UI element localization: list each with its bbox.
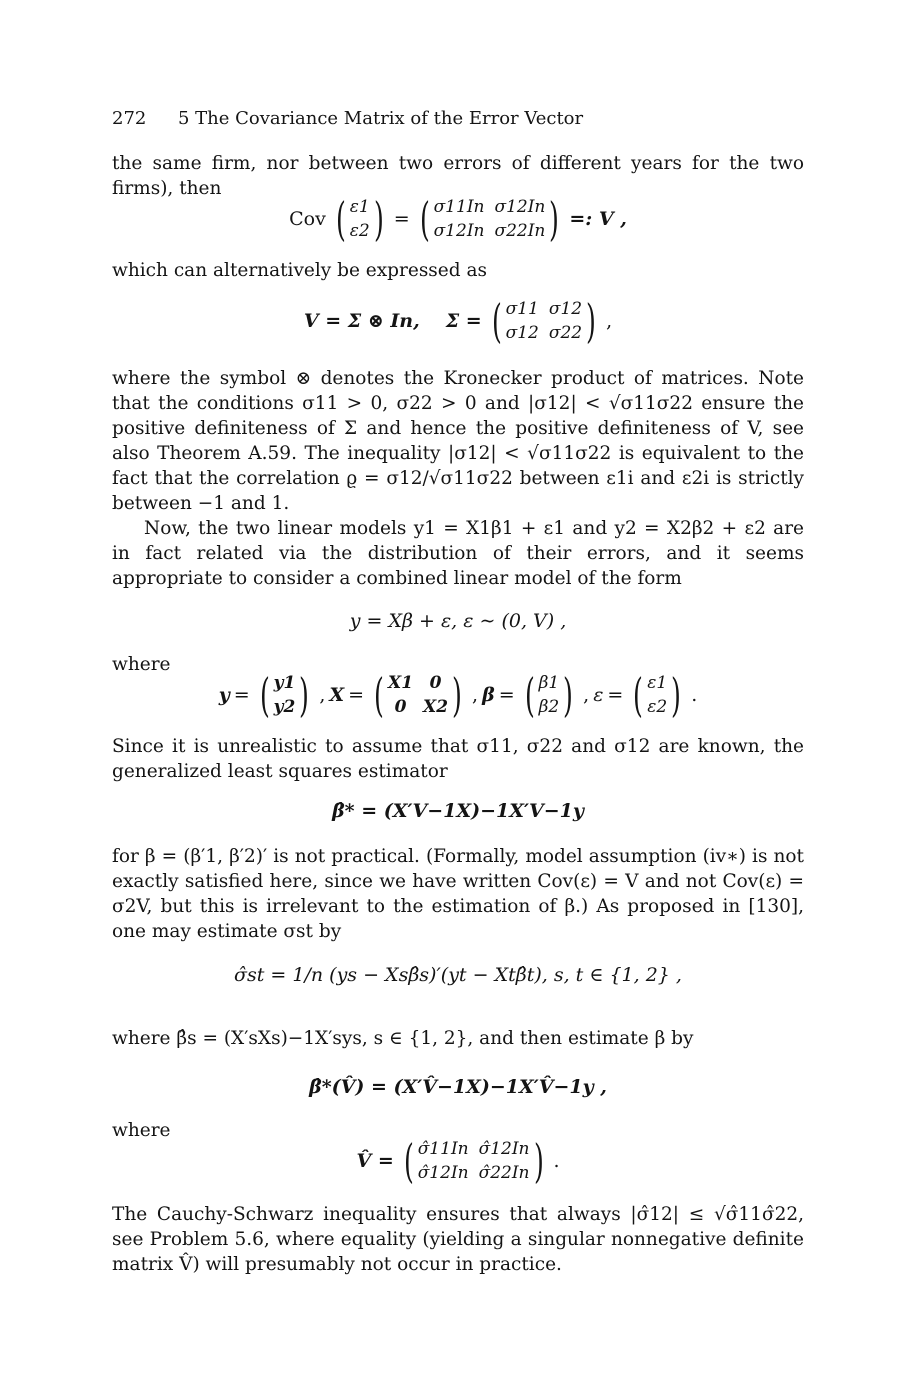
paragraph-8: The Cauchy-Schwarz inequality ensures that always |σ̂12| ≤ √σ̂11σ̂22, see Problem 5.6, where equality (yielding a singular nonnegative definite matrix V̂) will presumably not occur in practice. [112,1204,804,1275]
equation-cov-v: Cov ( ε1 ε2 ) = ( σ11In σ12In σ12In σ22In ) =: V , [289,192,627,246]
cov-matrix: σ11In σ12In σ12In σ22In [433,197,546,241]
paragraph-6: for β = (β′1, β′2)′ is not practical. (Formally, model assumption (iv∗) is not exactly satisfied here, since we have written Cov(ε) = V and not Cov(ε) = σ2V, but this is irrelevant to the estimation of β.) As proposed in [130], one may estimate σst by [112,846,804,942]
paragraph-4: Now, the two linear models y1 = X1β1 + ε1 and y2 = X2β2 + ε2 are in fact related via the distribution of their errors, and it seems appropriate to consider a combined linear model of the form [112,518,804,589]
sigma-matrix: σ11 σ12 σ12 σ22 [505,299,583,343]
equation-kronecker: V = Σ ⊗ In, Σ = ( σ11 σ12 σ12 σ22 ) , [303,294,613,348]
page-number: 272 [112,108,147,129]
running-title: 5 The Covariance Matrix of the Error Vector [178,108,584,129]
equation-combined-model: y = Xβ + ε, ε ∼ (0, V) , [349,610,567,632]
where-label-1: where [112,654,171,675]
equation-v-hat: V̂ = ( σ̂11In σ̂12In σ̂12In σ̂22In ) . [356,1134,560,1188]
paragraph-7: where β̂s = (X′sXs)−1X′sys, s ∈ {1, 2}, and then estimate β by [112,1028,694,1049]
error-vector: ε1 ε2 [349,197,370,241]
running-header [112,108,583,129]
paragraph-3: where the symbol ⊗ denotes the Kronecker product of matrices. Note that the conditions σ11 > 0, σ22 > 0 and |σ12| < √σ11σ22 ensure the positive definiteness of Σ and hence the positive definiteness of V, see also Theorem A.59. The inequality |σ12| < √σ11σ22 is equivalent to the fact that the correlation ϱ = σ12/√σ11σ22 between ε1i and ε2i is strictly between −1 and 1. [112,368,804,514]
cov-label: Cov [289,208,326,230]
where-label-2: where [112,1120,171,1141]
equation-feasible-gls: β̂*(V̂) = (X′V̂−1X)−1X′V̂−1y , [309,1076,607,1098]
paragraph-2: which can alternatively be expressed as [112,260,487,281]
equation-sigma-hat: σ̂st = 1/n (ys − Xsβ̂s)′(yt − Xtβ̂t), s, t ∈ {1, 2} , [234,964,682,986]
equation-gls: β̂* = (X′V−1X)−1X′V−1y [332,800,584,822]
paragraph-1: the same firm, nor between two errors of different years for the two firms), then [112,153,804,199]
equation-stacked: y = ( y1 y2 ) , X = ( X1 0 0 X2 ) , β = ( β1 β2 ) , ε = ( ε1 ε2 ) . [218,668,698,722]
v-hat-matrix: σ̂11In σ̂12In σ̂12In σ̂22In [417,1139,530,1183]
paragraph-5: Since it is unrealistic to assume that σ11, σ22 and σ12 are known, the generalized least squares estimator [112,736,804,782]
